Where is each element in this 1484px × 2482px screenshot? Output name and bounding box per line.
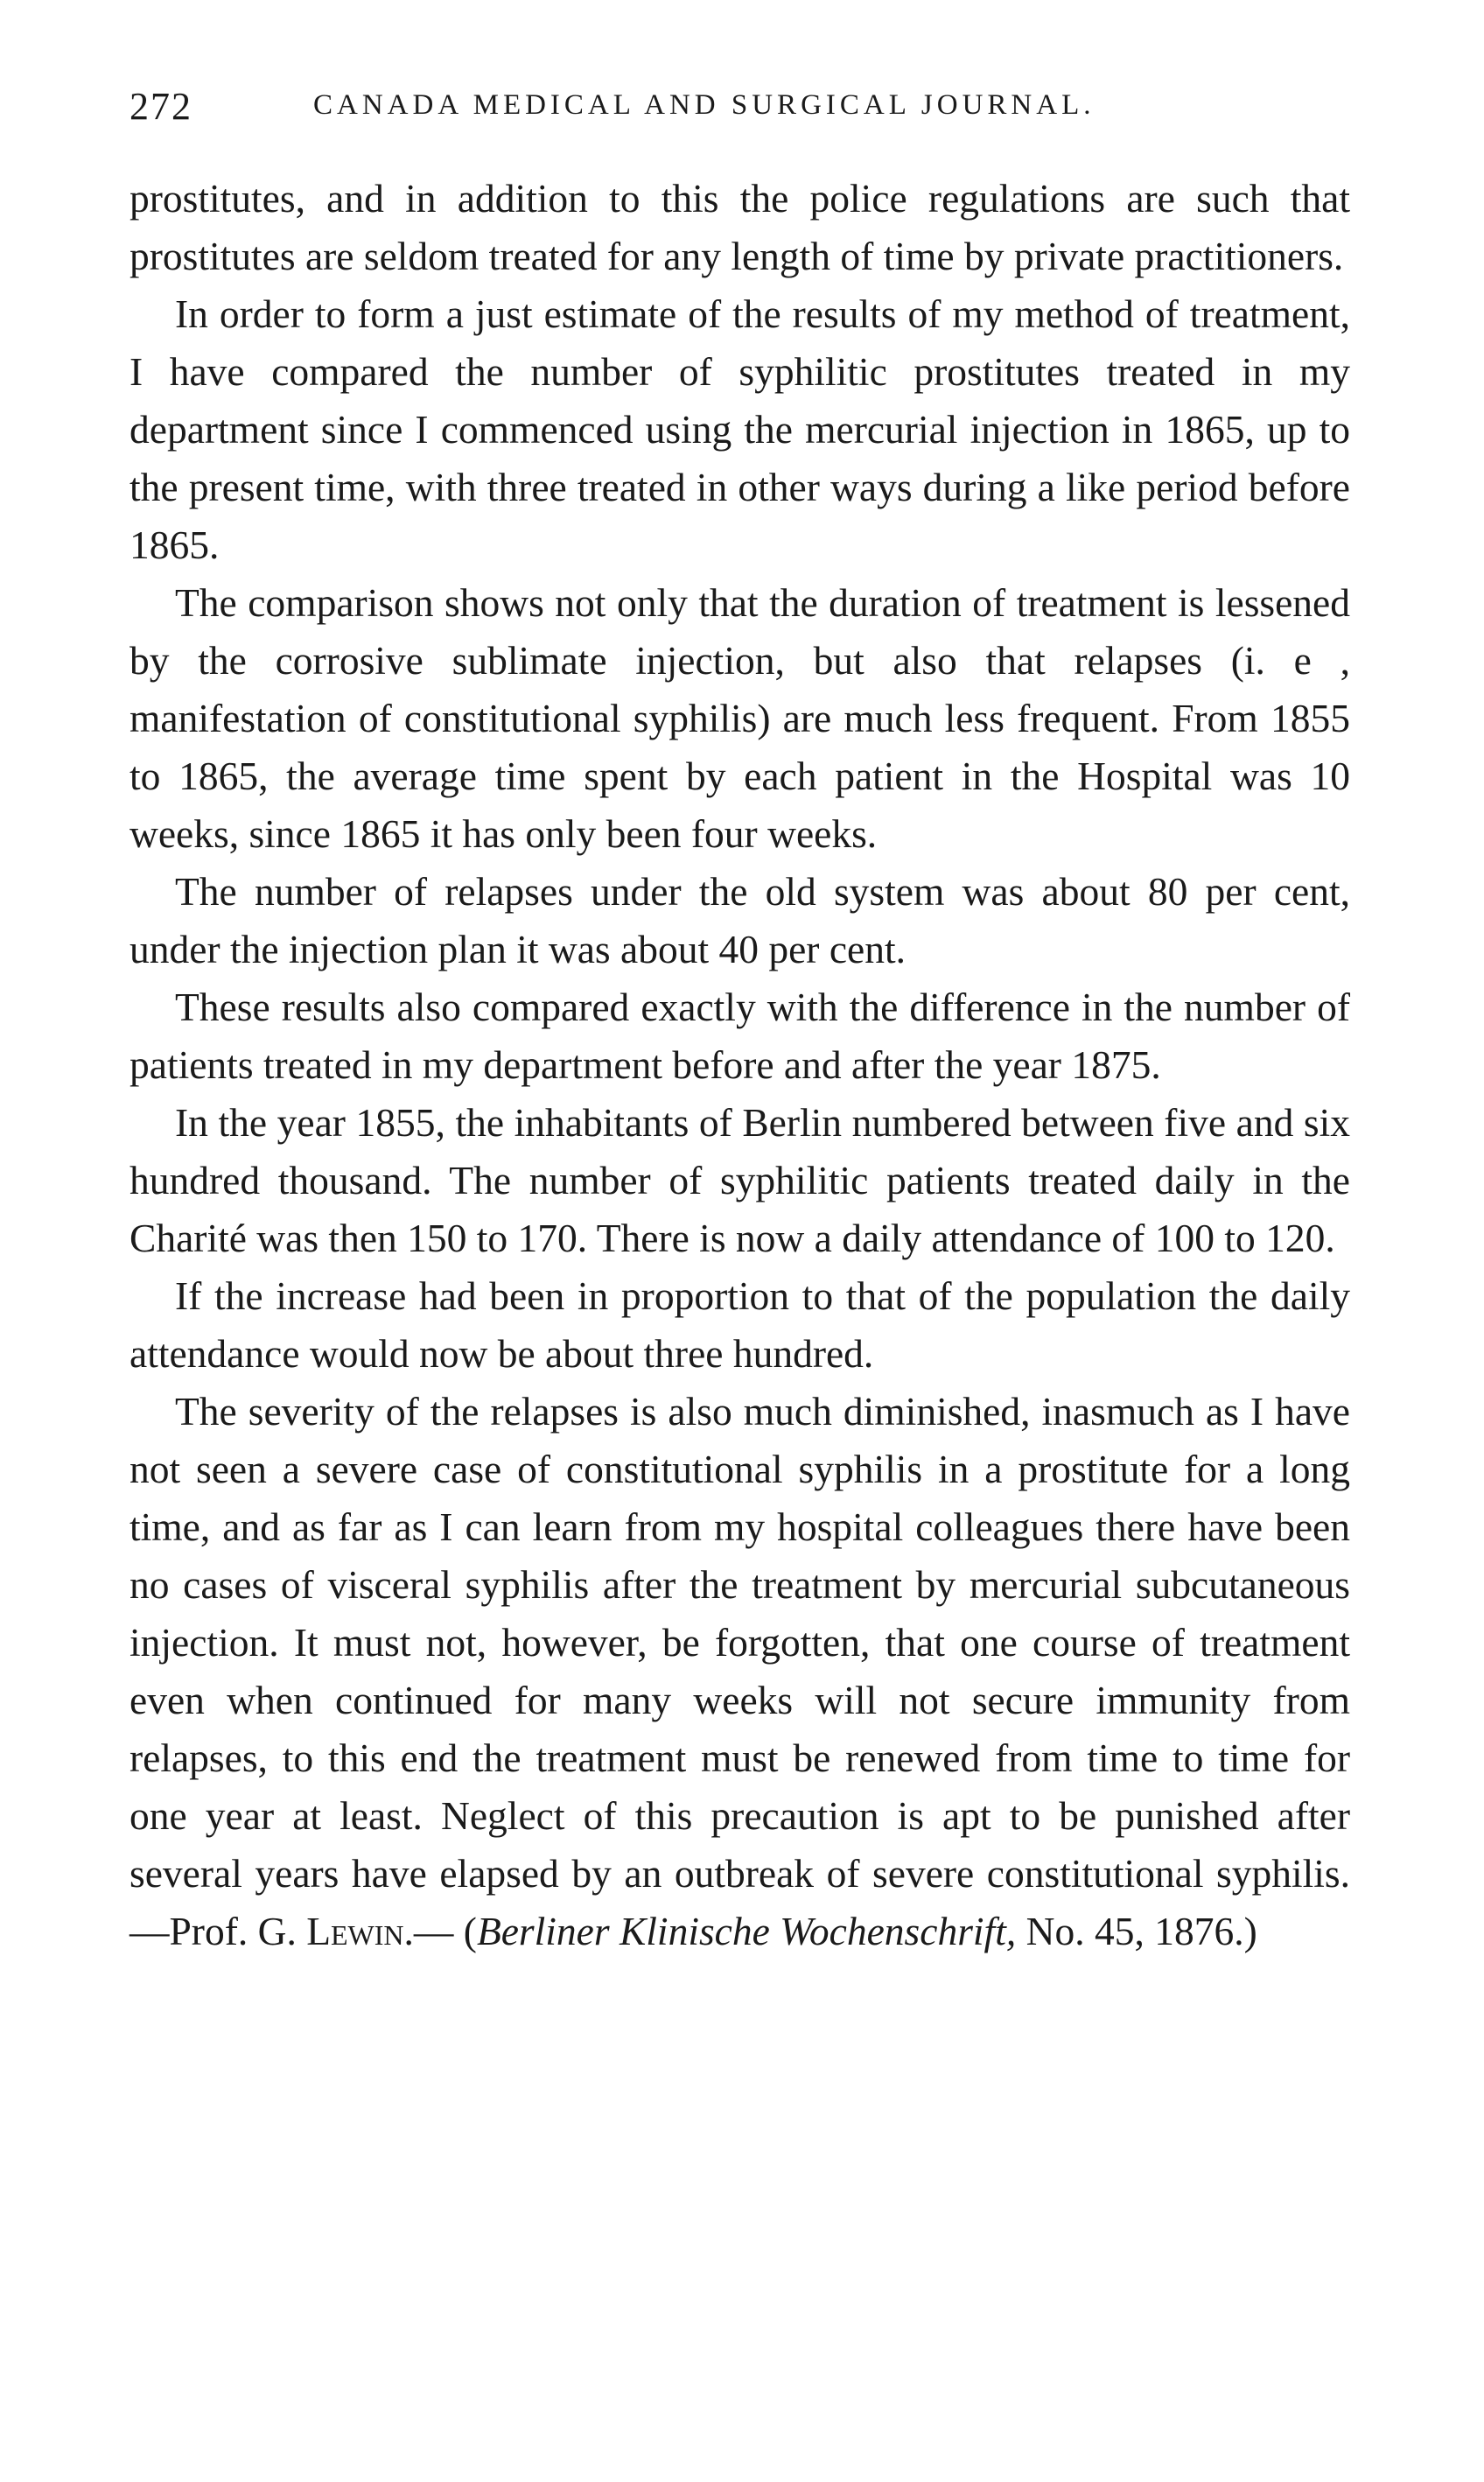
journal-page xyxy=(130,84,1350,1960)
paragraph-comparison: The comparison shows not only that the duration of treatment is lessened by the corrosive sublimate injection, but also that relapses (i. e , manifestation of constitutional syphilis) are much less frequent. From 1855 to 1865, the average time spent by each patient in the Hospital was 10 weeks, since 1865 it has only been four weeks. xyxy=(130,580,1350,856)
paragraph-method-estimate: In order to form a just estimate of the results of my method of treatment, I have compared the number of syphilitic prostitutes treated in my department since I commenced using the mercurial injection in 1865, up to the present time, with three treated in other ways during a like period before 1865. xyxy=(130,291,1350,567)
running-head xyxy=(130,84,1350,145)
author-name: Lewin xyxy=(306,1909,404,1953)
page-number: 272 xyxy=(130,85,192,128)
citation-rest: No. 45, 1876.) xyxy=(1016,1909,1257,1953)
citation-open: ( xyxy=(463,1909,477,1953)
paragraph-relapses: The number of relapses under the old system was about 80 per cent, under the injection plan it was about 40 per cent. xyxy=(130,869,1350,971)
paragraph-population: If the increase had been in proportion to that of the population the daily attendance would now be about three hundred. xyxy=(130,1273,1350,1376)
paragraph-continued: prostitutes, and in addition to this the police regulations are such that prostitutes are seldom treated for any length of time by private practitioners. xyxy=(130,176,1350,278)
paragraph-results: These results also compared exactly with the difference in the number of patients treated in my department before and after the year 1875. xyxy=(130,985,1350,1087)
paragraph-berlin: In the year 1855, the inhabitants of Berlin numbered between five and six hundred thousand. The number of syphilitic patients treated daily in the Charité was then 150 to 170. There is now a daily attendance of 100 to 120. xyxy=(130,1100,1350,1260)
citation-journal: Berliner Klinische Wochenschrift, xyxy=(476,1909,1017,1953)
journal-title: CANADA MEDICAL AND SURGICAL JOURNAL. xyxy=(313,89,1096,121)
paragraph-severity xyxy=(130,1383,1350,1960)
author-dash: .— xyxy=(403,1909,454,1953)
severity-text: The severity of the relapses is also much diminished, inasmuch as I have not seen a severe case of constitutional syphilis in a prostitute for a long time, and as far as I can learn from my hospital colleagues there have been no cases of visceral syphilis after the treatment by mercurial subcutaneous injection. It must not, however, be forgotten, that one course of treatment even when continued for many weeks will not secure immunity from relapses, to this end the treatment must be renewed from time to time for one year at least. Neglect of this precaution is apt to be punished after several years have elapsed by an outbreak of severe constitutional syphilis.—Prof. G. xyxy=(130,1389,1350,1953)
article-body xyxy=(130,170,1350,1960)
